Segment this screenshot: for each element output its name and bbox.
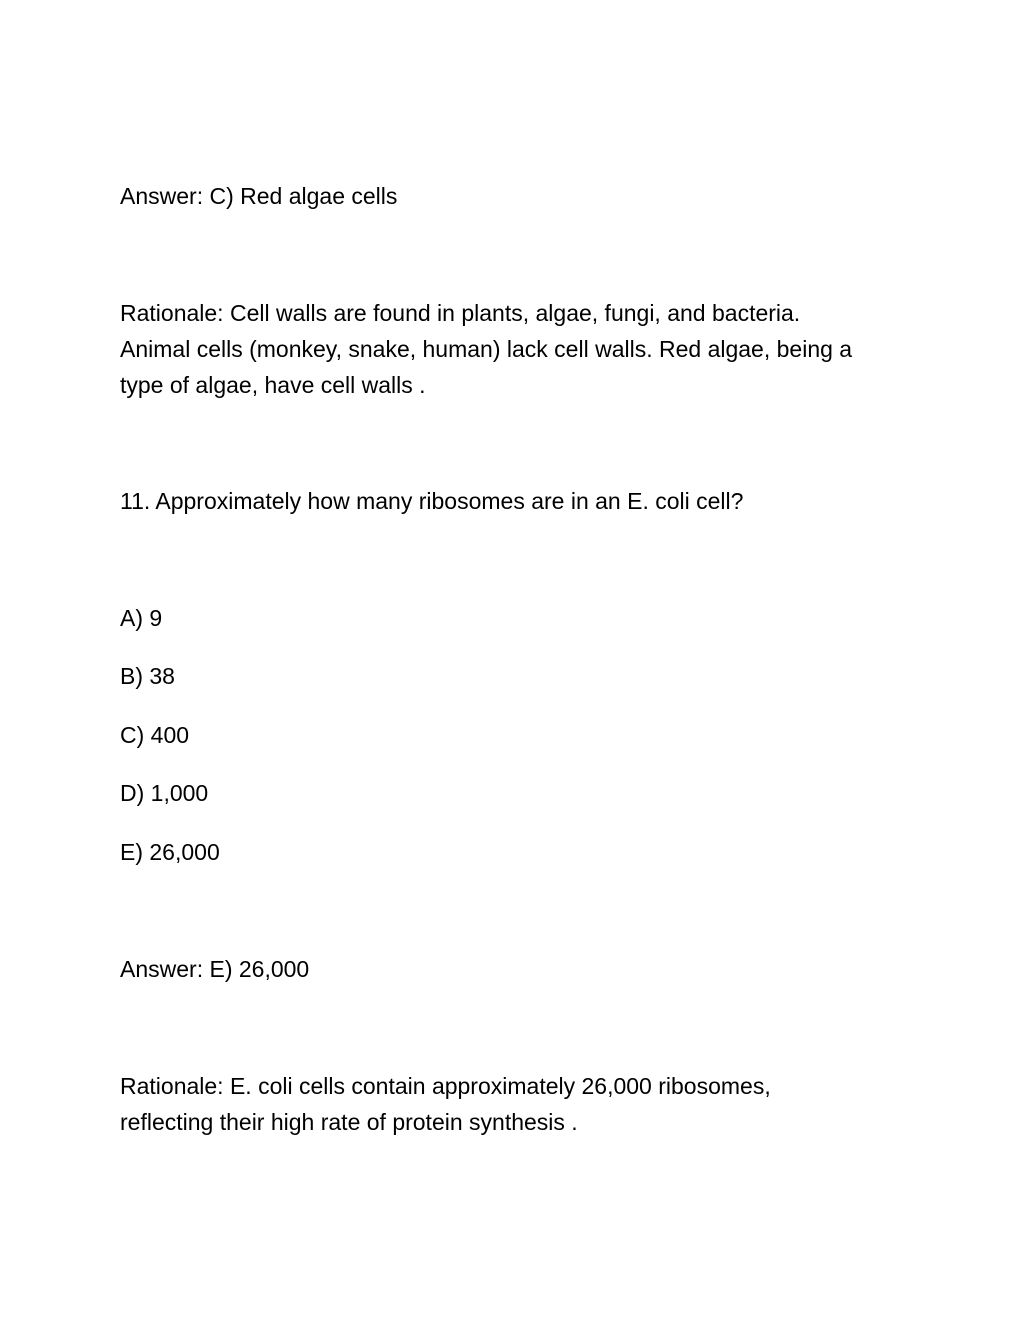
- rationale-line: reflecting their high rate of protein synthesis .: [120, 1109, 578, 1135]
- option-e: E) 26,000: [120, 839, 220, 865]
- option-d: D) 1,000: [120, 780, 209, 806]
- option-a: A) 9: [120, 605, 163, 631]
- previous-rationale-line: Rationale: Cell walls are found in plants, algae, fungi, and bacteria.: [120, 300, 801, 326]
- rationale: [120, 1068, 900, 1140]
- answer: Answer: E) 26,000: [120, 956, 310, 982]
- previous-rationale-line: type of algae, have cell walls .: [120, 372, 426, 398]
- rationale-line: Rationale: E. coli cells contain approximately 26,000 ribosomes,: [120, 1073, 771, 1099]
- previous-answer: Answer: C) Red algae cells: [120, 183, 398, 209]
- option-c: C) 400: [120, 722, 190, 748]
- previous-rationale: [120, 295, 900, 403]
- option-b: B) 38: [120, 663, 175, 689]
- question-text: 11. Approximately how many ribosomes are in an E. coli cell?: [120, 488, 744, 514]
- previous-rationale-line: Animal cells (monkey, snake, human) lack cell walls. Red algae, being a: [120, 336, 853, 362]
